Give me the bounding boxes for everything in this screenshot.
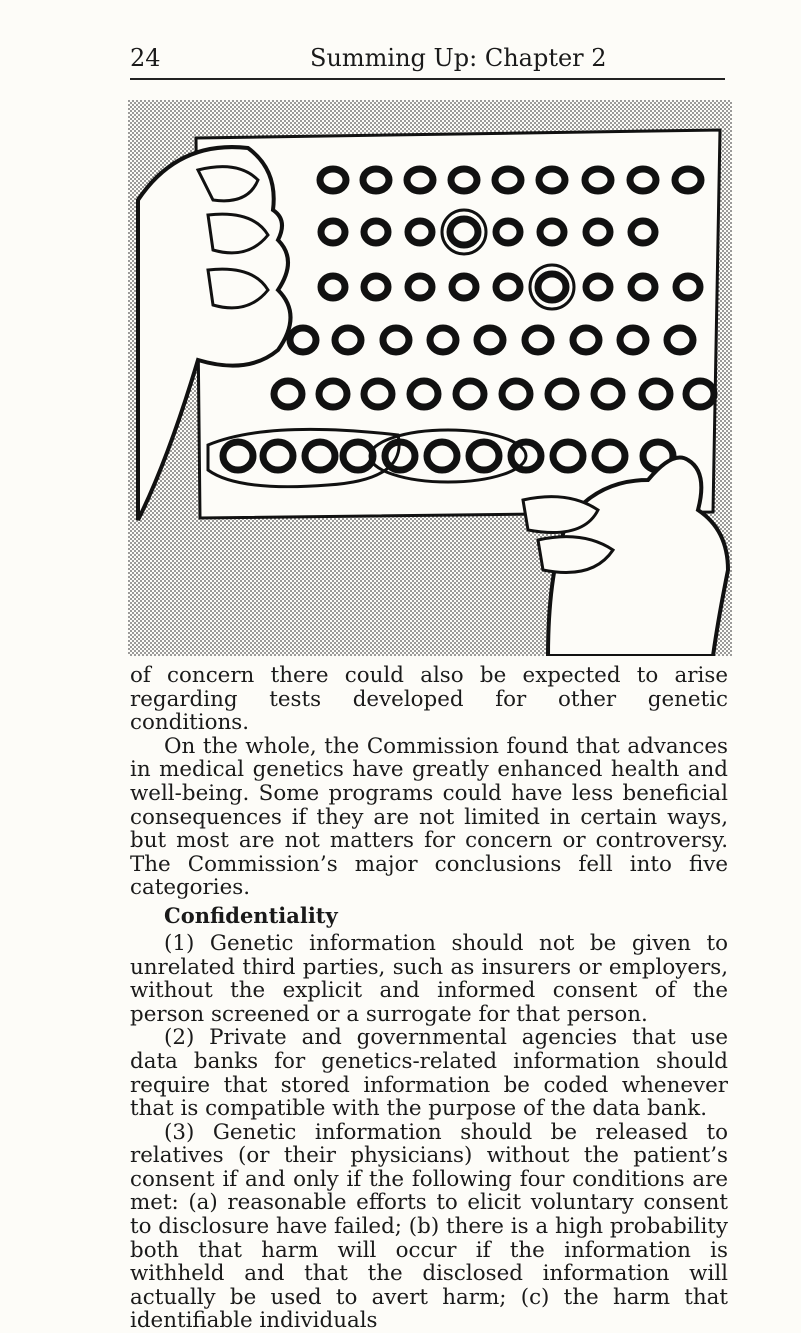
paragraph-item-3: (3) Genetic information should be released to relatives (or their physicians) without the patient’s consent if and only if the following four conditions are met: (a) reasonable efforts to elicit voluntary consent to disclosure have failed; (b) there is a high probability both that harm will occur if the information is withheld and that the disclosed information will actually be used to avert harm; (c) the harm that identifiable individuals [130,1119,728,1333]
paragraph-summary: On the whole, the Commission found that advances in medical genetics have greatly enhanced health and well-being. Some programs could have less beneficial consequences if they are not limited in certain ways, but most are not matters for concern or controversy. The Commission’s major conclusions fell into five categories. [130,733,728,901]
paragraph-item-1: (1) Genetic information should not be given to unrelated third parties, such as insurers or employers, without the explicit and informed consent of the person screened or a surrogate for that person. [130,930,728,1027]
running-head: Summing Up: Chapter 2 [310,44,607,72]
hand-pointing-at-grid-of-rings-icon [128,100,732,656]
page-number: 24 [130,44,161,72]
page-header [130,44,725,80]
section-heading: Confidentiality [164,902,338,928]
illustration [128,100,732,656]
body-text [130,664,728,1333]
paragraph-continuation: of concern there could also be expected to arise regarding tests developed for other genetic conditions. [130,663,728,736]
paragraph-item-2: (2) Private and governmental agencies that use data banks for genetics-related information should require that stored information be coded whenever that is compatible with the purpose of the data bank. [130,1025,728,1122]
